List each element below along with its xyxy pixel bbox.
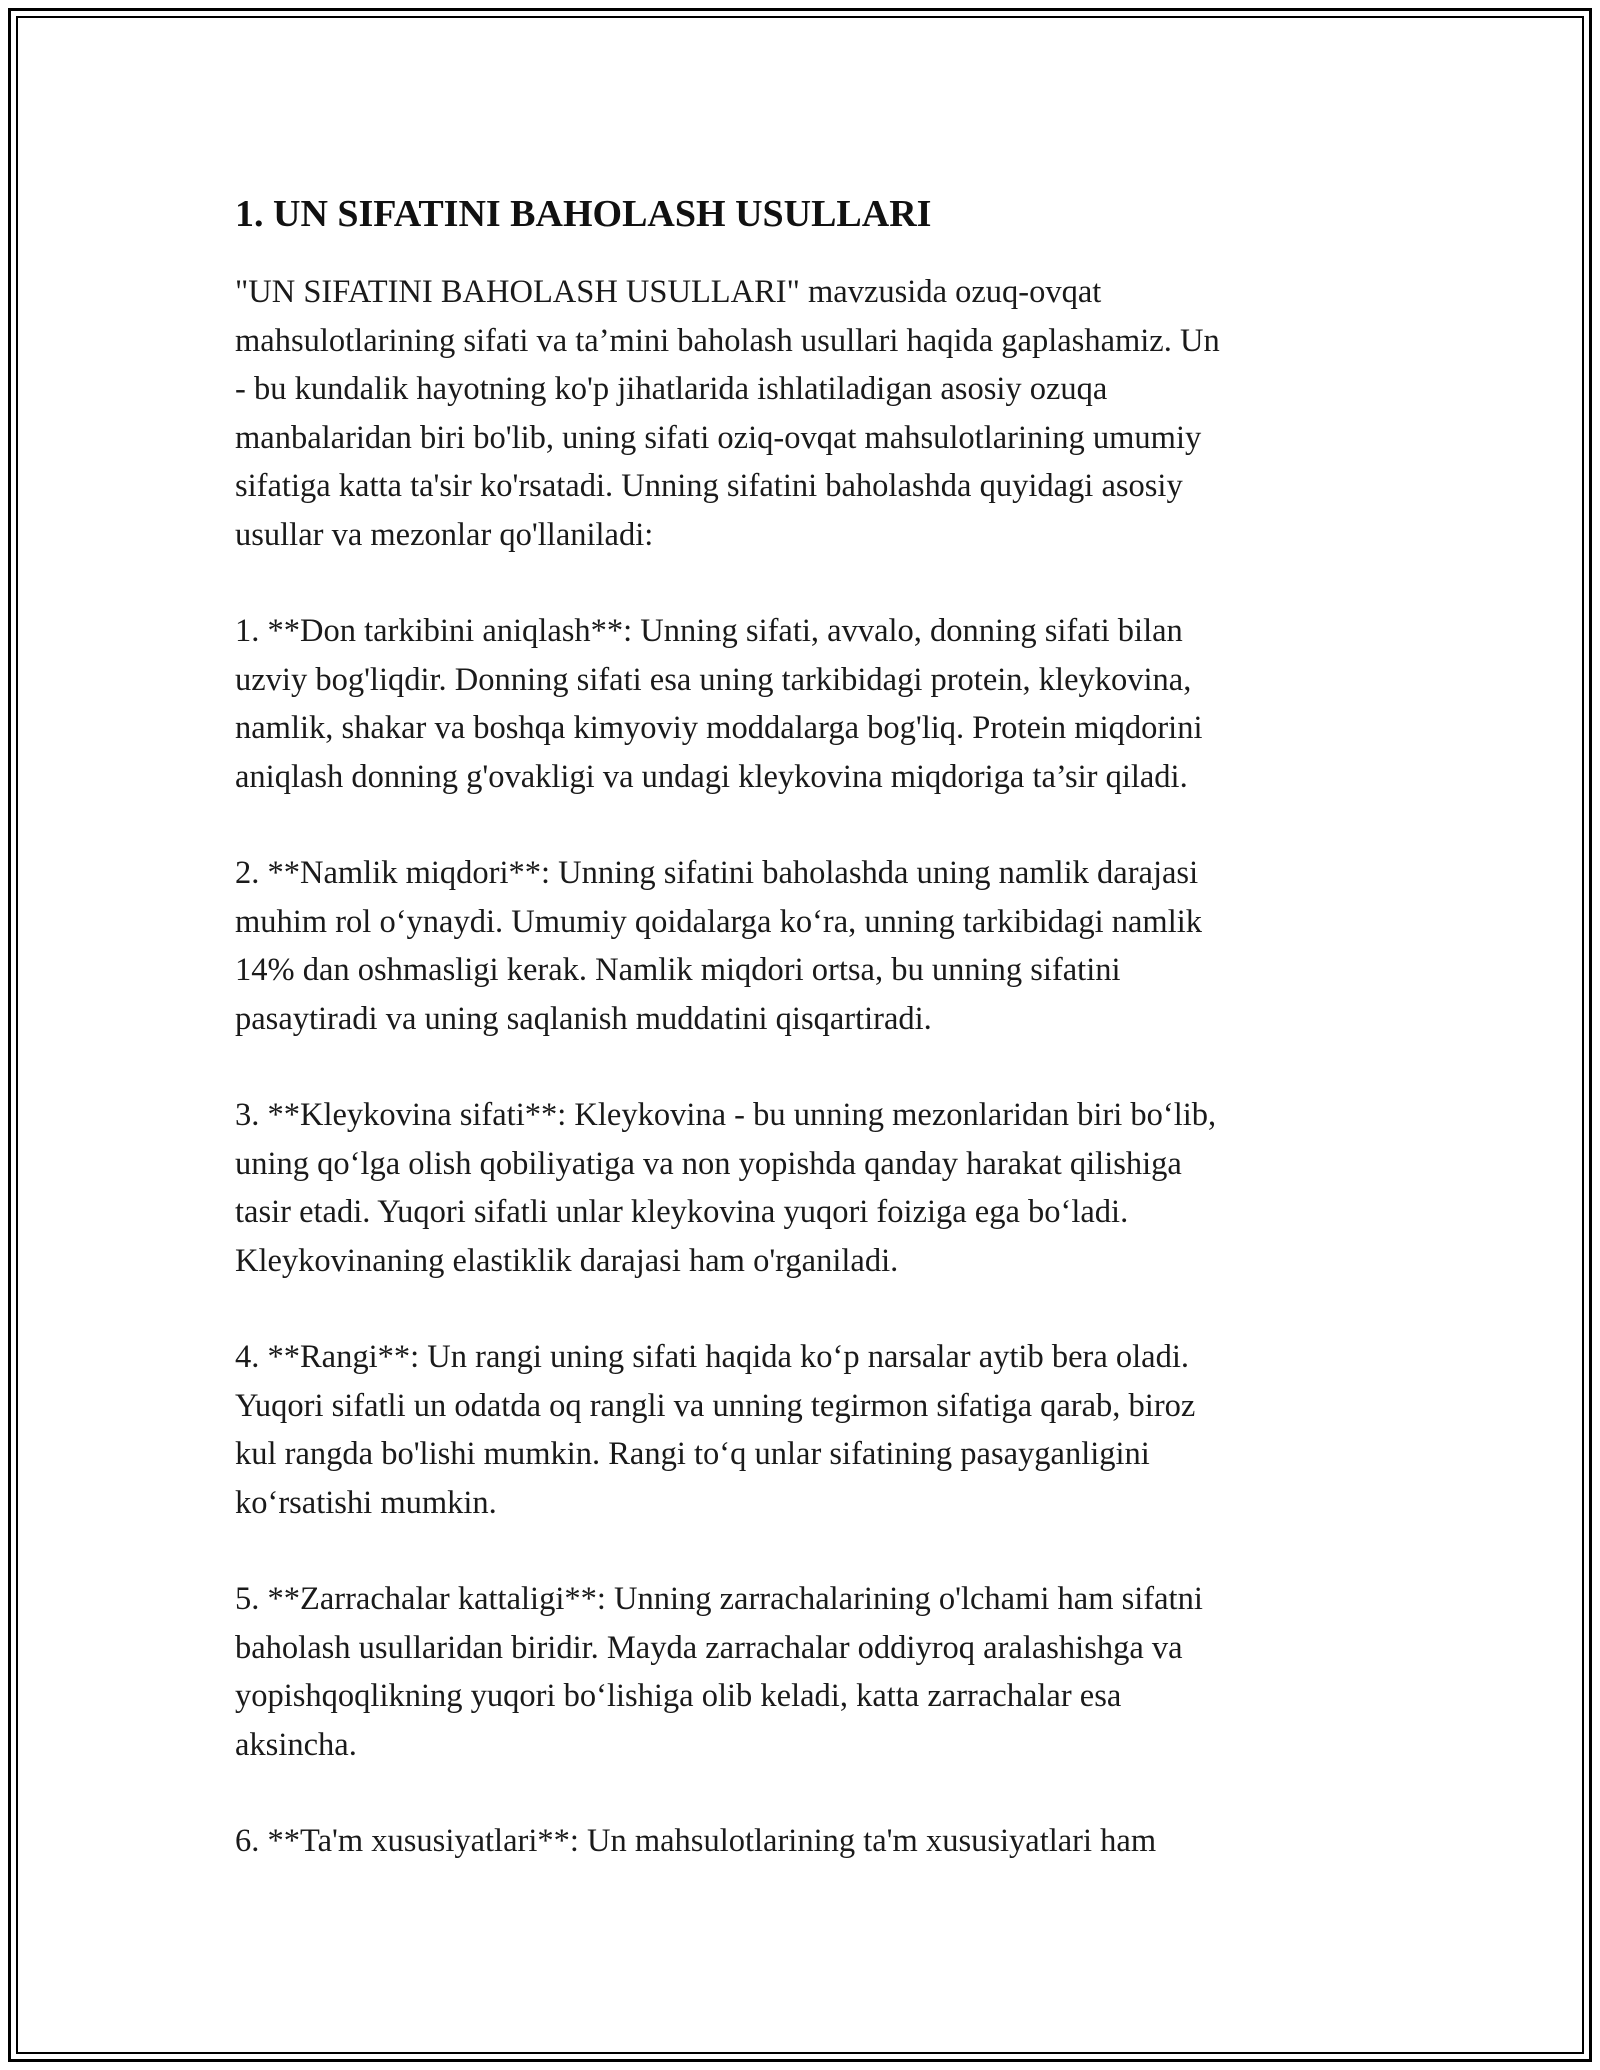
paragraph-item-5: 5. **Zarrachalar kattaligi**: Unning zarrachalarining o'lchami ham sifatni baholash usullaridan biridir. Mayda zarrachalar oddiyroq aralashishga va yopishqoqlikning yuqori bo‘lishiga olib keladi, katta zarrachalar esa aksincha. [235,1581,1203,1763]
paragraph-item-1: 1. **Don tarkibini aniqlash**: Unning sifati, avvalo, donning sifati bilan uzviy bog'liqdir. Donning sifati esa uning tarkibidagi protein, kleykovina, namlik, shakar va boshqa kimyoviy moddalarga bog'liq. Protein miqdorini aniqlash donning g'ovakligi va undagi kleykovina miqdoriga ta’sir qiladi. [235,613,1203,795]
document-title: 1. UN SIFATINI BAHOLASH USULLARI [235,193,932,235]
paragraph-item-3: 3. **Kleykovina sifati**: Kleykovina - bu unning mezonlaridan biri bo‘lib, uning qo‘lga olish qobiliyatiga va non yopishda qanday harakat qilishiga tasir etadi. Yuqori sifatli unlar kleykovina yuqori foiziga ega bo‘ladi. Kleykovinaning elastiklik darajasi ham o'rganiladi. [235,1097,1217,1279]
paragraph-item-2: 2. **Namlik miqdori**: Unning sifatini baholashda uning namlik darajasi muhim rol o‘ynaydi. Umumiy qoidalarga ko‘ra, unning tarkibidagi namlik 14% dan oshmasligi kerak. Namlik miqdori ortsa, bu unning sifatini pasaytiradi va uning saqlanish muddatini qisqartiradi. [235,855,1203,1037]
paragraph-item-6: 6. **Ta'm xususiyatlari**: Un mahsulotlarining ta'm xususiyatlari ham [235,1823,1157,1859]
paragraph-item-4: 4. **Rangi**: Un rangi uning sifati haqida ko‘p narsalar aytib bera oladi. Yuqori sifatli un odatda oq rangli va unning tegirmon sifatiga qarab, biroz kul rangda bo'lishi mumkin. Rangi to‘q unlar sifatining pasayganligini ko‘rsatishi mumkin. [235,1339,1196,1521]
intro-paragraph: "UN SIFATINI BAHOLASH USULLARI" mavzusida ozuq-ovqat mahsulotlarining sifati va ta’mini baholash usullari haqida gaplashamiz. Un - bu kundalik hayotning ko'p jihatlarida ishlatiladigan asosiy ozuqa manbalaridan biri bo'lib, uning sifati oziq-ovqat mahsulotlarining umumiy sifatiga katta ta'sir ko'rsatadi. Unning sifatini baholashda quyidagi asosiy usullar va mezonlar qo'llaniladi: [235,274,1220,553]
document-body [235,188,1360,1914]
